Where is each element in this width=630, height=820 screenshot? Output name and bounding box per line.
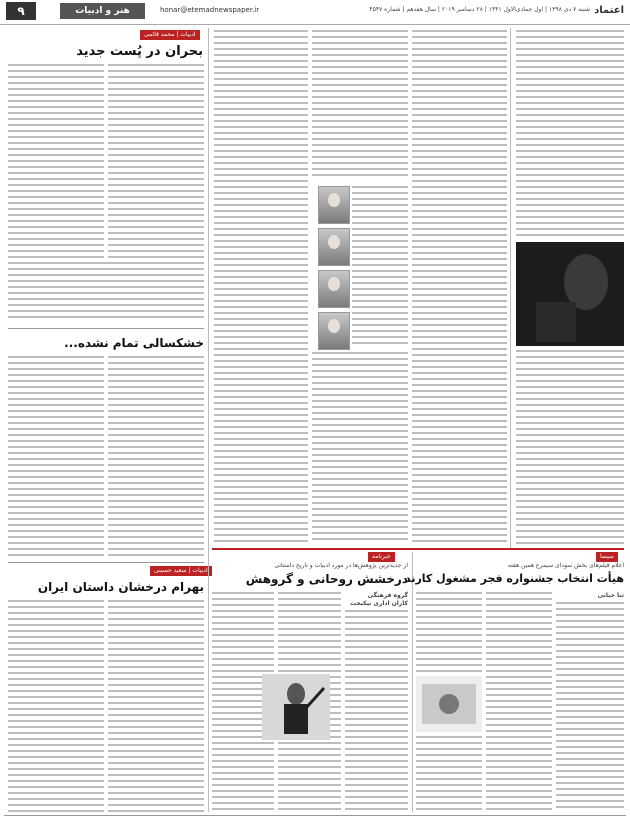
gorosh-byline: گروه فرهنگی [367, 592, 408, 599]
section-title: هنر و ادبیات [60, 3, 145, 19]
rule-drought [8, 562, 204, 563]
middle-body-col-2b [312, 352, 408, 544]
drought-body-col-2 [108, 356, 204, 556]
issue-line: شنبه ۷ دی ۱۳۹۸ | اول جمادی‌الاول ۱۴۴۱ | ۲۸ دسامبر ۲۰۱۹ | سال هفدهم | شماره ۴۵۴۷ [369, 6, 590, 13]
gorosh-kicker: خبرنامه [368, 552, 395, 562]
right-body-col-top [516, 30, 624, 238]
gorosh-byline-2: کاران اداری نیکبخت [349, 600, 408, 607]
portrait-photo-3 [318, 270, 350, 308]
page-bottom-rule [4, 815, 626, 816]
fajr-body-col-1 [556, 602, 624, 812]
gorosh-deck: از جدیدترین پژوهش‌ها در مورد ادبیات و تاریخ داستانی [274, 562, 408, 569]
section-email: honar@etemadnewspaper.ir [160, 6, 260, 14]
middle-body-col-1 [214, 30, 308, 230]
rule-crisis [8, 328, 204, 329]
crisis-kicker: ادبیات | محمد قائمی [140, 30, 200, 40]
portrait-photo-1 [318, 186, 350, 224]
drought-headline: خشکسالی تمام نشده... [64, 336, 204, 350]
crisis-body-col-1 [8, 64, 104, 260]
bahram-kicker: ادبیات | سعید حسینی [150, 566, 212, 576]
bahram-headline: بهرام درخشان داستان ایران [37, 580, 204, 594]
bahram-body-col-2 [108, 600, 204, 812]
bahram-body-col-1 [8, 600, 104, 812]
gorosh-headline: درخشش روحانی و گروهش [245, 572, 408, 586]
fajr-kicker: سینما [596, 552, 618, 562]
portrait-photo-2 [318, 228, 350, 266]
drought-body-col-1 [8, 356, 104, 556]
column-divider-2 [510, 28, 511, 548]
masthead [0, 0, 630, 25]
middle-body-col-3 [412, 30, 507, 544]
crisis-headline: بحران در پُست جدید [76, 44, 203, 59]
fajr-body-col-3a [416, 592, 482, 672]
conductor-photo [262, 674, 330, 740]
newspaper-logo: اعتماد [594, 5, 624, 16]
fajr-deck: اعلام فیلم‌های بخش سودای سیمرغ همین هفته [507, 562, 624, 569]
fajr-body-col-2 [486, 592, 552, 812]
middle-body-col-1b [214, 234, 308, 544]
portrait-photo-4 [318, 312, 350, 350]
bottom-section-rule [212, 548, 624, 550]
fajr-byline: ثنا حبانی [597, 592, 624, 599]
fajr-headline: هیأت انتخاب جشنواره فجر مشغول کارند [404, 572, 624, 585]
column-divider-3 [412, 552, 413, 812]
page-number: ۹ [6, 2, 36, 20]
gorosh-body-col-1 [345, 610, 408, 812]
crisis-body-bottom [8, 262, 204, 322]
right-body-col-bottom [516, 350, 624, 544]
festival-photo [416, 676, 482, 732]
middle-body-col-2 [312, 30, 408, 180]
film-still-photo [516, 242, 624, 346]
column-divider-1 [208, 28, 209, 812]
fajr-body-col-3b [416, 736, 482, 812]
portrait-captions [352, 186, 408, 348]
crisis-body-col-2 [108, 64, 204, 260]
